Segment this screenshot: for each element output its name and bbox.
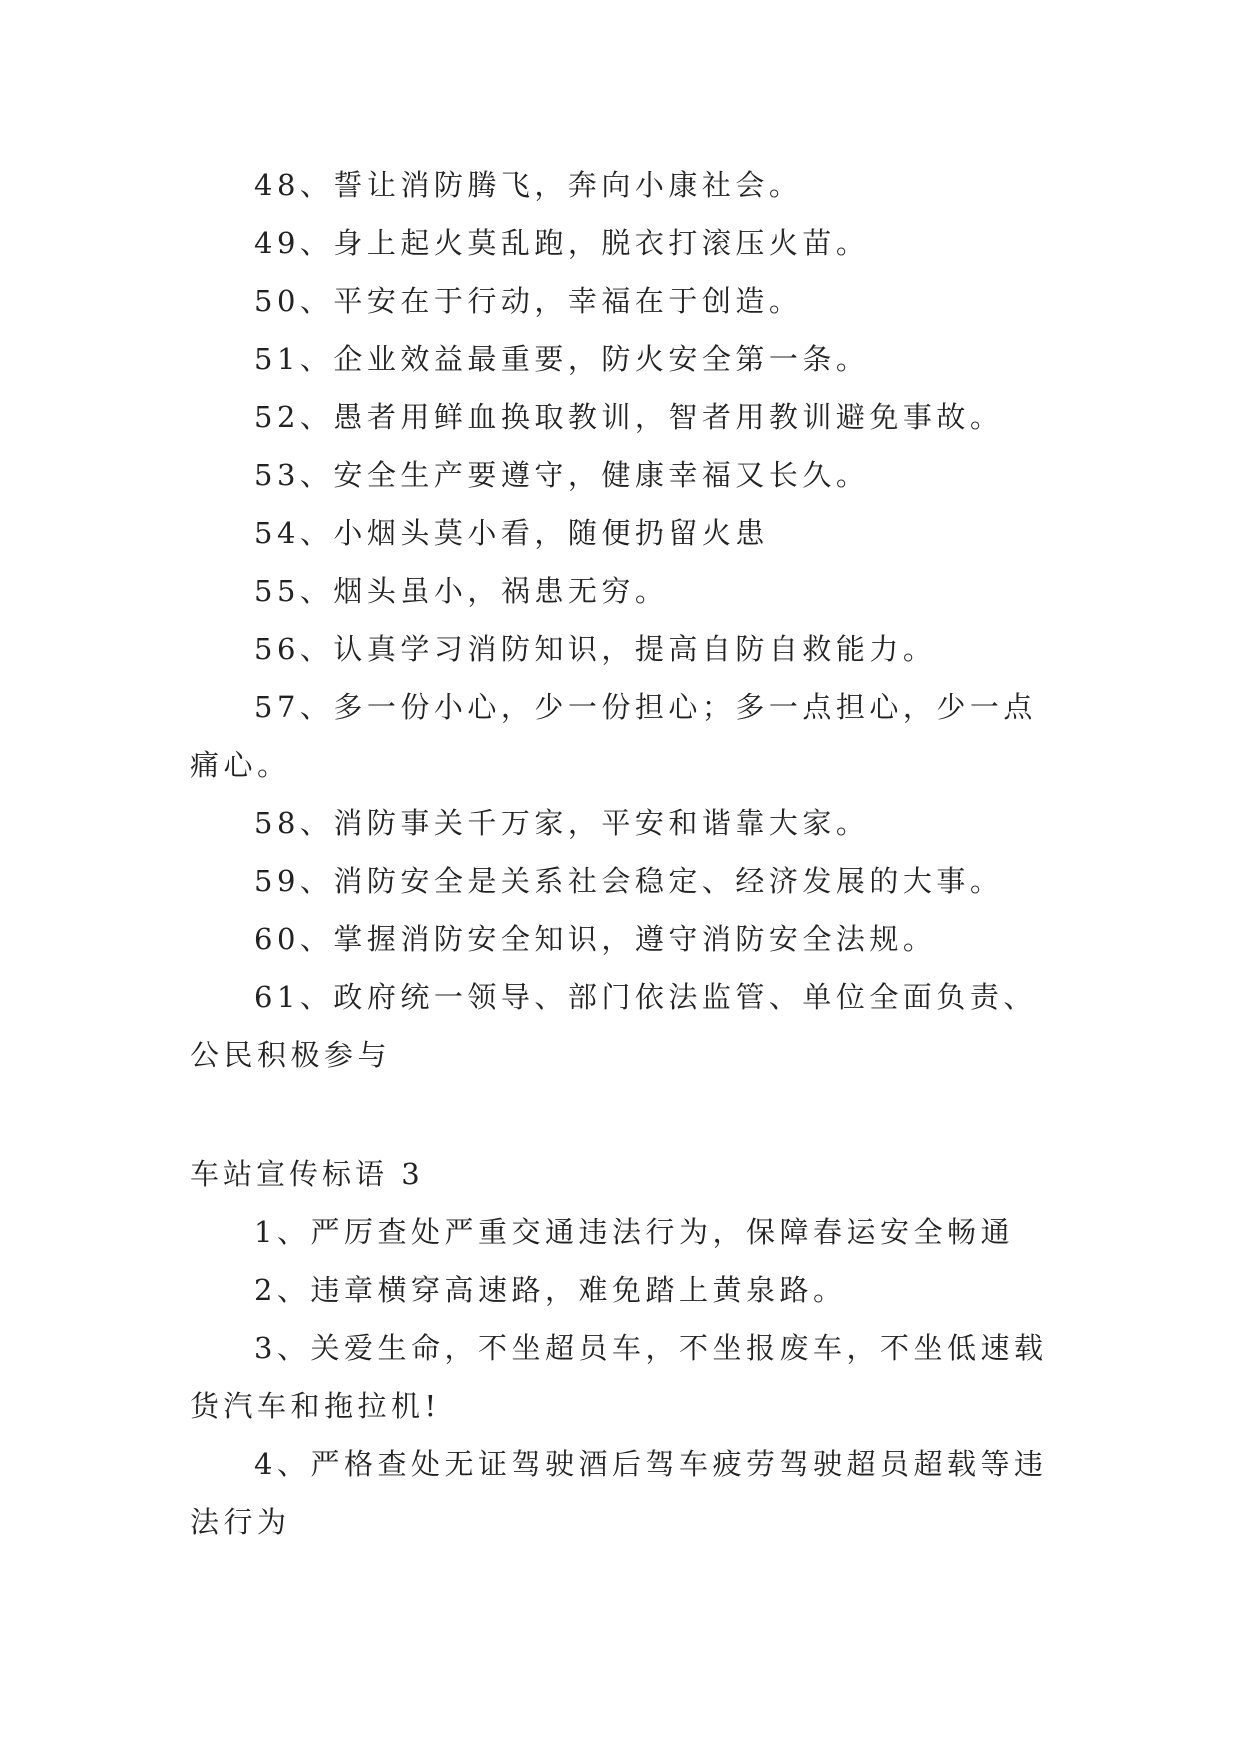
station-slogan-section bbox=[190, 1145, 1050, 1551]
slogan-item: 56、认真学习消防知识，提高自防自救能力。 bbox=[254, 632, 937, 666]
slogan-item: 60、掌握消防安全知识，遵守消防安全法规。 bbox=[254, 922, 937, 956]
slogan-item: 57、多一份小心，少一份担心；多一点担心，少一点痛心。 bbox=[190, 690, 1037, 782]
section-heading: 车站宣传标语 3 bbox=[190, 1157, 424, 1191]
slogan-item: 48、誓让消防腾飞，奔向小康社会。 bbox=[254, 168, 803, 202]
slogan-item: 53、安全生产要遵守，健康幸福又长久。 bbox=[254, 458, 870, 492]
slogan-item: 1、严厉查处严重交通违法行为，保障春运安全畅通 bbox=[254, 1215, 1014, 1249]
slogan-item: 55、烟头虽小，祸患无穷。 bbox=[254, 574, 669, 608]
slogan-item: 58、消防事关千万家，平安和谐靠大家。 bbox=[254, 806, 870, 840]
slogan-item: 50、平安在于行动，幸福在于创造。 bbox=[254, 284, 803, 318]
slogan-item: 4、严格查处无证驾驶酒后驾车疲劳驾驶超员超载等违法行为 bbox=[190, 1447, 1048, 1539]
slogan-item: 49、身上起火莫乱跑，脱衣打滚压火苗。 bbox=[254, 226, 870, 260]
slogan-item: 52、愚者用鲜血换取教训，智者用教训避免事故。 bbox=[254, 400, 1004, 434]
slogan-item: 51、企业效益最重要，防火安全第一条。 bbox=[254, 342, 870, 376]
slogan-list-section bbox=[190, 156, 1050, 1084]
slogan-item: 54、小烟头莫小看，随便扔留火患 bbox=[254, 516, 769, 550]
slogan-item: 59、消防安全是关系社会稳定、经济发展的大事。 bbox=[254, 864, 1004, 898]
slogan-item: 61、政府统一领导、部门依法监管、单位全面负责、公民积极参与 bbox=[190, 980, 1037, 1072]
slogan-item: 3、关爱生命，不坐超员车，不坐报废车，不坐低速载货汽车和拖拉机! bbox=[190, 1331, 1048, 1423]
slogan-item: 2、违章横穿高速路，难免踏上黄泉路。 bbox=[254, 1273, 847, 1307]
